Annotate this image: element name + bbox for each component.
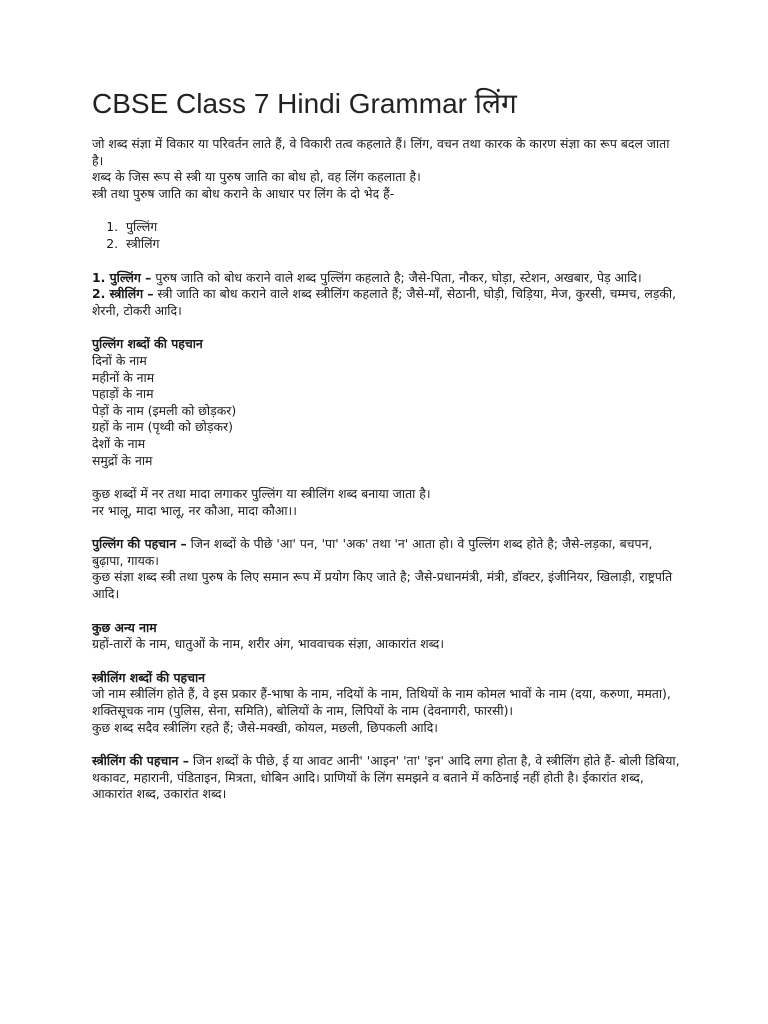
feminine-words-text: जो नाम स्त्रीलिंग होते हैं, वे इस प्रकार हैं-भाषा के नाम, नदियों के नाम, तिथियों के नाम कोमल भावों के नाम (दया, करुणा, ममता), शक्तिसूचक नाम (पुलिस, सेना, समिति), बोलियों के नाम, लिपियों के नाम (देवनागरी, फारसी)। [92, 686, 671, 719]
types-list [92, 219, 682, 252]
masculine-identification: पुल्लिंग की पहचान – जिन शब्दों के पीछे 'आ' पन, 'पा' 'अक' तथा 'न' आता हो। वे पुल्लिंग शब्द होते है; जैसे-लड़का, बचपन, बुढ़ापा, गायक। [92, 536, 653, 568]
list-item: 1. पुल्लिंग [122, 219, 682, 236]
definition-feminine [92, 286, 682, 319]
page-title: CBSE Class 7 Hindi Grammar लिंग [92, 88, 517, 119]
feminine-identification-label: स्त्रीलिंग की पहचान – [92, 753, 189, 769]
definition-feminine-text: स्त्री जाति का बोध कराने वाले शब्द स्त्रीलिंग कहलाते हैं; जैसे-माँ, सेठानी, घोड़ी, चिड़िया, मेज, कुरसी, चम्मच, लड़की, शेरनी, टोकरी आदि। [92, 286, 677, 318]
masculine-word-item: दिनों के नाम [92, 352, 147, 368]
other-names-text: ग्रहों-तारों के नाम, धातुओं के नाम, शरीर अंग, भाववाचक संज्ञा, आकारांत शब्द। [92, 636, 445, 652]
feminine-identification: स्त्रीलिंग की पहचान – जिन शब्दों के पीछे, ई या आवट आनी' 'आइन' 'ता' 'इन' आदि लगा होता है, वे स्त्रीलिंग होते हैं- बोली डिबिया, थकावट, महारानी, पंडिताइन, मित्रता, धोबिन आदि। प्राणियों के लिंग समझने व बताने में कठिनाई नहीं होती है। ईकारांत शब्द, आकारांत शब्द, उकारांत शब्द। [92, 753, 680, 802]
masculine-word-item: ग्रहों के नाम (पृथ्वी को छोड़कर) [92, 419, 233, 435]
common-gender-paragraph: कुछ संज्ञा शब्द स्त्री तथा पुरुष के लिए समान रूप में प्रयोग किए जाते है; जैसे-प्रधानमंत्री, मंत्री, डॉक्टर, इंजीनियर, खिलाड़ी, राष्ट्रपति आदि। [92, 569, 673, 602]
intro-paragraph-2: शब्द के जिस रूप से स्त्री या पुरुष जाति का बोध हो, वह लिंग कहलाता है। [92, 169, 421, 185]
definition-masculine-label: 1. पुल्लिंग – [92, 269, 152, 285]
intro-paragraph-1: जो शब्द संज्ञा में विकार या परिवर्तन लाते हैं, वे विकारी तत्व कहलाते हैं। लिंग, वचन तथा कारक के कारण संज्ञा का रूप बदल जाता है। [92, 136, 670, 168]
intro-paragraph-3: स्त्री तथा पुरुष जाति का बोध कराने के आधार पर लिंग के दो भेद हैं- [92, 185, 395, 201]
masculine-words-heading: पुल्लिंग शब्दों की पहचान [92, 336, 203, 352]
feminine-words-heading: स्त्रीलिंग शब्दों की पहचान [92, 669, 206, 685]
masculine-word-item: देशों के नाम [92, 435, 146, 451]
definition-masculine-text: पुरुष जाति को बोध कराने वाले शब्द पुल्लिंग कहलाते है; जैसे-पिता, नौकर, घोड़ा, स्टेशन, अखबार, पेड़ आदि। [151, 269, 642, 285]
masculine-word-item: महीनों के नाम [92, 369, 155, 385]
other-names-heading: कुछ अन्य नाम [92, 619, 157, 635]
feminine-always-text: कुछ शब्द सदैव स्त्रीलिंग रहते हैं; जैसे-मक्खी, कोयल, मछली, छिपकली आदि। [92, 719, 438, 735]
definition-feminine-label: 2. स्त्रीलिंग – [92, 286, 154, 302]
masculine-identification-label: पुल्लिंग की पहचान – [92, 536, 187, 552]
masculine-word-item: पहाड़ों के नाम [92, 386, 154, 402]
masculine-word-item: पेड़ों के नाम (इमली को छोड़कर) [92, 402, 237, 418]
document-body [92, 136, 682, 803]
masculine-word-item: समुद्रों के नाम [92, 452, 153, 468]
nar-mada-paragraph: कुछ शब्दों में नर तथा मादा लगाकर पुल्लिंग या स्त्रीलिंग शब्द बनाया जाता है। [92, 486, 431, 502]
list-item: 2. स्त्रीलिंग [122, 236, 682, 253]
nar-mada-examples: नर भालू, मादा भालू, नर कौआ, मादा कौआ।। [92, 502, 297, 518]
definition-masculine [92, 270, 682, 287]
